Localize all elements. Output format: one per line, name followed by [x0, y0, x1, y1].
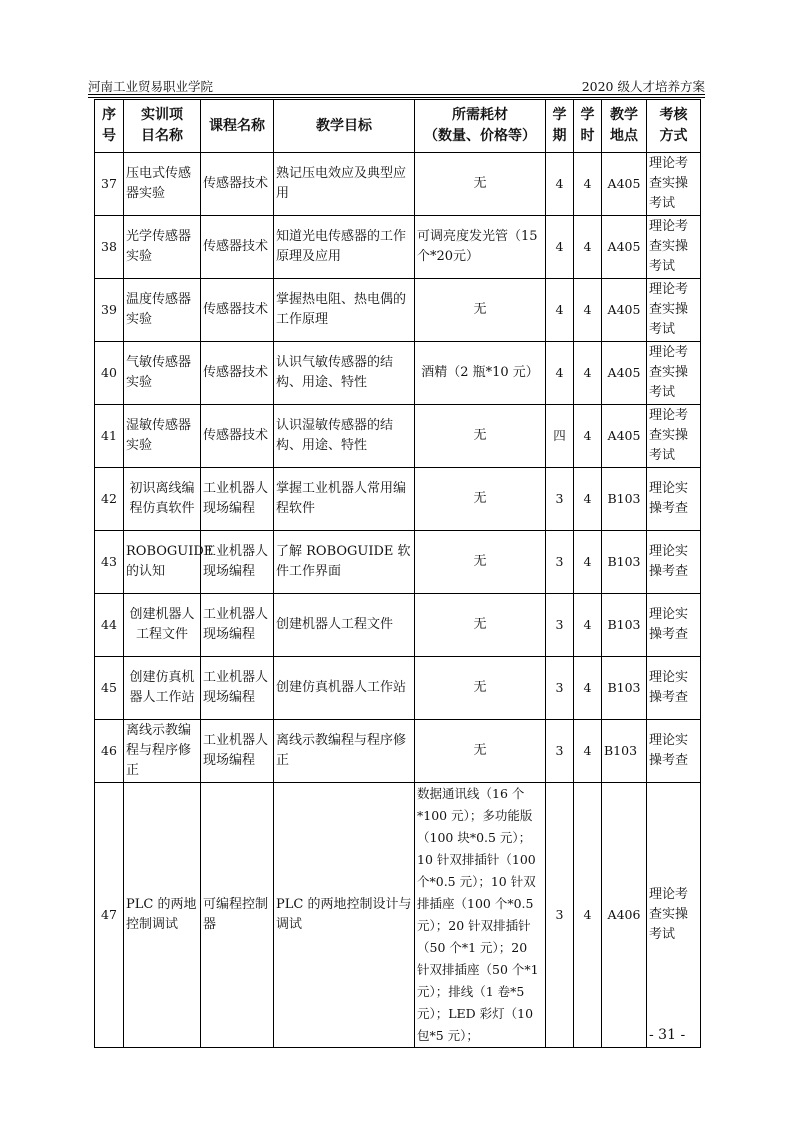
cell-no: 40	[95, 342, 124, 405]
col-header-term: 学 期	[546, 100, 574, 153]
cell-location: A405	[602, 216, 647, 279]
cell-materials: 数据通讯线（16 个*100 元）；多功能版（100 块*0.5 元）；10 针双排插针（100 个*0.5 元）；10 针双排插座（100 个*0.5 元）；20 针双排插针（50 个*1 元）；20 针双排插座（50 个*1 元）；排线（1 卷*5 元）；LED 彩灯（10 包*5 元）；	[415, 783, 546, 1048]
cell-project: 光学传感器实验	[124, 216, 201, 279]
cell-goal: 创建仿真机器人工作站	[274, 657, 415, 720]
cell-term: 4	[546, 153, 574, 216]
table-header-row	[95, 100, 701, 153]
cell-course: 传感器技术	[201, 405, 274, 468]
cell-materials: 无	[415, 279, 546, 342]
cell-term: 3	[546, 657, 574, 720]
cell-assess: 理论考查实操考试	[647, 216, 701, 279]
cell-project: 初识离线编程仿真软件	[124, 468, 201, 531]
cell-goal: 知道光电传感器的工作原理及应用	[274, 216, 415, 279]
col-header-no: 序 号	[95, 100, 124, 153]
cell-hours: 4	[574, 468, 602, 531]
header-rule	[88, 94, 705, 95]
cell-course: 工业机器人现场编程	[201, 657, 274, 720]
cell-course: 工业机器人现场编程	[201, 720, 274, 783]
cell-materials: 无	[415, 720, 546, 783]
cell-materials: 可调亮度发光管（15个*20元）	[415, 216, 546, 279]
cell-term: 3	[546, 468, 574, 531]
table-row	[95, 783, 701, 1048]
cell-project: 离线示教编程与程序修正	[124, 720, 201, 783]
cell-project: 压电式传感器实验	[124, 153, 201, 216]
cell-course: 工业机器人现场编程	[201, 468, 274, 531]
training-table	[94, 99, 701, 1048]
cell-materials: 无	[415, 405, 546, 468]
header-document-title: 2020 级人才培养方案	[581, 79, 705, 94]
cell-hours: 4	[574, 531, 602, 594]
cell-location: B103	[602, 468, 647, 531]
cell-no: 37	[95, 153, 124, 216]
cell-no: 44	[95, 594, 124, 657]
cell-goal: 掌握工业机器人常用编程软件	[274, 468, 415, 531]
header-school-name: 河南工业贸易职业学院	[88, 79, 214, 94]
cell-assess: 理论考查实操考试	[647, 279, 701, 342]
cell-goal: 创建机器人工程文件	[274, 594, 415, 657]
cell-hours: 4	[574, 342, 602, 405]
cell-hours: 4	[574, 783, 602, 1048]
cell-project: 湿敏传感器实验	[124, 405, 201, 468]
cell-hours: 4	[574, 405, 602, 468]
table-row	[95, 279, 701, 342]
cell-project: ROBOGUIDE 的认知	[124, 531, 201, 594]
table-row	[95, 405, 701, 468]
cell-no: 47	[95, 783, 124, 1048]
cell-course: 可编程控制器	[201, 783, 274, 1048]
cell-term: 3	[546, 720, 574, 783]
table-row	[95, 594, 701, 657]
col-header-project: 实训项 目名称	[124, 100, 201, 153]
cell-assess: 理论考查实操考试	[647, 342, 701, 405]
cell-goal: 离线示教编程与程序修正	[274, 720, 415, 783]
cell-assess: 理论实操考查	[647, 468, 701, 531]
cell-assess: 理论考查实操考试	[647, 405, 701, 468]
header-rule-thin	[88, 97, 705, 98]
cell-location: B103	[602, 594, 647, 657]
cell-no: 38	[95, 216, 124, 279]
cell-assess: 理论实操考查	[647, 720, 701, 783]
cell-goal: 认识气敏传感器的结构、用途、特性	[274, 342, 415, 405]
cell-hours: 4	[574, 720, 602, 783]
cell-location: A405	[602, 153, 647, 216]
col-header-materials: 所需耗材 （数量、价格等）	[415, 100, 546, 153]
table-body	[95, 153, 701, 1048]
cell-assess: 理论实操考查	[647, 594, 701, 657]
cell-assess: 理论考查实操考试	[647, 783, 701, 1048]
cell-term: 3	[546, 531, 574, 594]
cell-term: 3	[546, 783, 574, 1048]
cell-assess: 理论实操考查	[647, 531, 701, 594]
cell-no: 46	[95, 720, 124, 783]
table-row	[95, 531, 701, 594]
col-header-assess: 考核 方式	[647, 100, 701, 153]
cell-project: 创建机器人工程文件	[124, 594, 201, 657]
cell-location: A405	[602, 279, 647, 342]
table-row	[95, 657, 701, 720]
cell-assess: 理论考查实操考试	[647, 153, 701, 216]
col-header-location: 教学 地点	[602, 100, 647, 153]
cell-materials: 无	[415, 153, 546, 216]
cell-location: A405	[602, 405, 647, 468]
cell-hours: 4	[574, 279, 602, 342]
cell-materials: 无	[415, 594, 546, 657]
cell-term: 4	[546, 216, 574, 279]
cell-location: A406	[602, 783, 647, 1048]
cell-hours: 4	[574, 657, 602, 720]
table-row	[95, 153, 701, 216]
cell-materials: 酒精（2 瓶*10 元）	[415, 342, 546, 405]
cell-project: PLC 的两地控制调试	[124, 783, 201, 1048]
col-header-hours: 学 时	[574, 100, 602, 153]
cell-term: 四	[546, 405, 574, 468]
cell-location: B103	[602, 531, 647, 594]
cell-location: A405	[602, 342, 647, 405]
cell-course: 传感器技术	[201, 279, 274, 342]
cell-hours: 4	[574, 594, 602, 657]
table-row	[95, 216, 701, 279]
cell-location: B103	[602, 720, 647, 783]
cell-materials: 无	[415, 657, 546, 720]
cell-goal: 熟记压电效应及典型应用	[274, 153, 415, 216]
cell-no: 45	[95, 657, 124, 720]
cell-no: 43	[95, 531, 124, 594]
cell-assess: 理论实操考查	[647, 657, 701, 720]
cell-course: 工业机器人现场编程	[201, 531, 274, 594]
cell-materials: 无	[415, 531, 546, 594]
cell-course: 传感器技术	[201, 342, 274, 405]
cell-course: 传感器技术	[201, 153, 274, 216]
cell-no: 42	[95, 468, 124, 531]
cell-term: 3	[546, 594, 574, 657]
cell-course: 传感器技术	[201, 216, 274, 279]
col-header-goal: 教学目标	[274, 100, 415, 153]
table-row	[95, 468, 701, 531]
cell-no: 39	[95, 279, 124, 342]
cell-goal: 掌握热电阻、热电偶的工作原理	[274, 279, 415, 342]
cell-term: 4	[546, 342, 574, 405]
page-number: - 31 -	[649, 1027, 686, 1043]
cell-goal: 认识湿敏传感器的结构、用途、特性	[274, 405, 415, 468]
cell-materials: 无	[415, 468, 546, 531]
cell-term: 4	[546, 279, 574, 342]
cell-project: 创建仿真机器人工作站	[124, 657, 201, 720]
cell-hours: 4	[574, 153, 602, 216]
cell-goal: PLC 的两地控制设计与调试	[274, 783, 415, 1048]
cell-goal: 了解 ROBOGUIDE 软件工作界面	[274, 531, 415, 594]
table-row	[95, 720, 701, 783]
cell-location: B103	[602, 657, 647, 720]
table-row	[95, 342, 701, 405]
cell-project: 气敏传感器实验	[124, 342, 201, 405]
cell-course: 工业机器人现场编程	[201, 594, 274, 657]
cell-hours: 4	[574, 216, 602, 279]
cell-no: 41	[95, 405, 124, 468]
cell-project: 温度传感器实验	[124, 279, 201, 342]
col-header-course: 课程名称	[201, 100, 274, 153]
